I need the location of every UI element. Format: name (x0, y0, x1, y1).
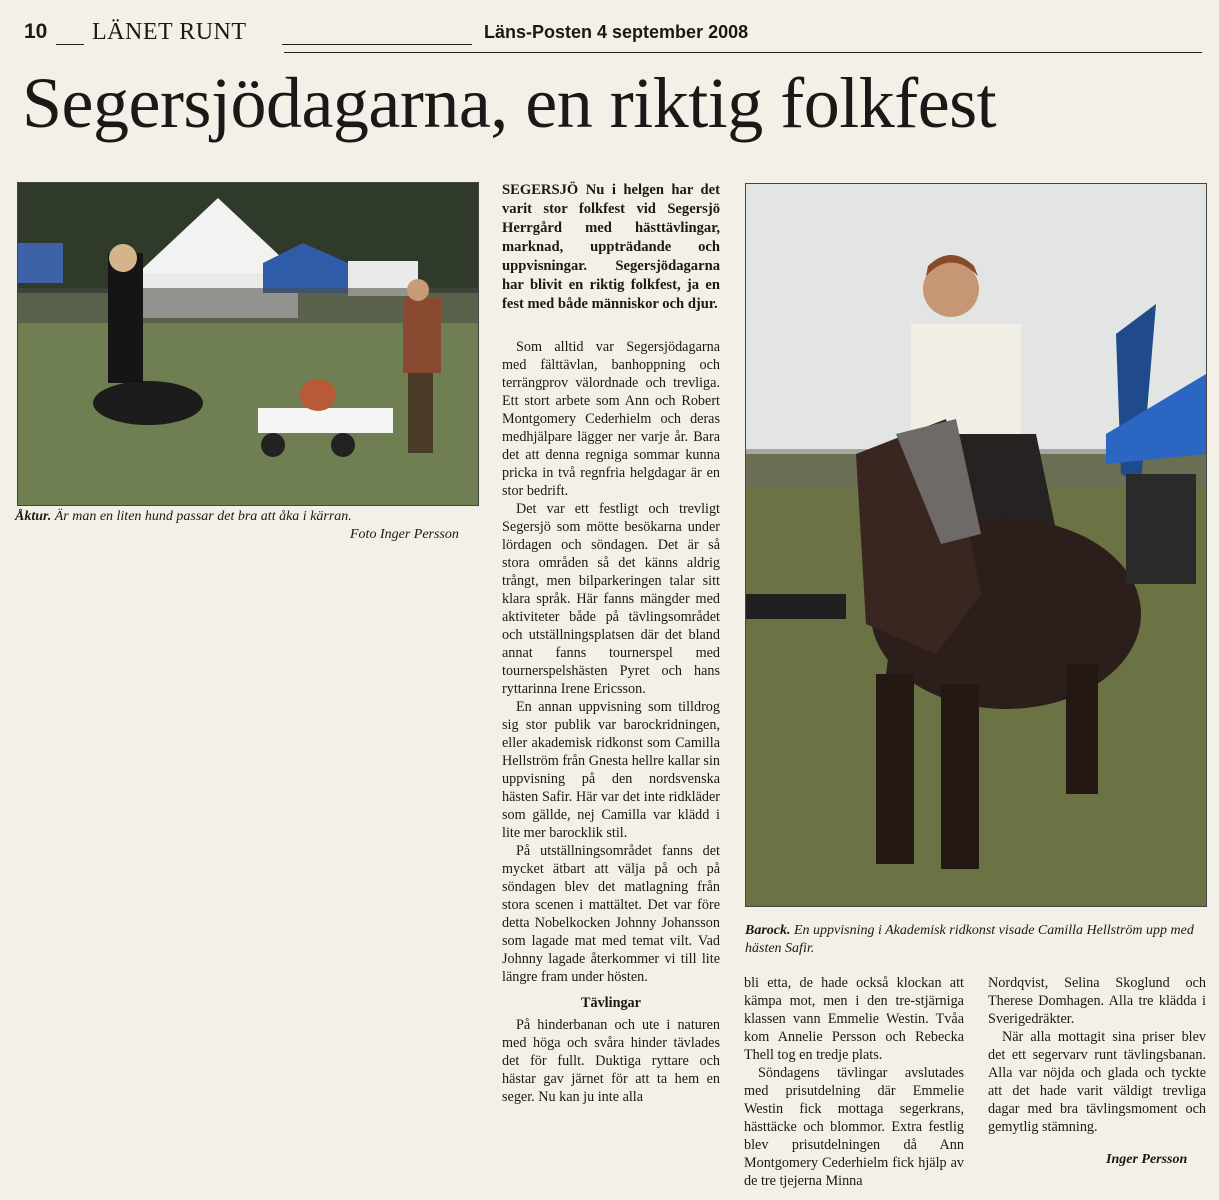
photo1-caption-label: Åktur. (15, 509, 52, 524)
article-column-2 (744, 974, 964, 1190)
article-paragraph: En annan uppvisning som tilldrog sig stor publik var barockridningen, eller akademisk ridkonst som Camilla Hellström från Gnesta hellre kallar sin uppvisning på den nordsvenska hästen Safir. Här var det inte ridkläder som gällde, nej Camilla var klädd i lite mer barocklik stil. (502, 699, 720, 841)
photo-dog-cart (17, 182, 479, 506)
photo2-caption (745, 922, 1215, 958)
article-paragraph: Nordqvist, Selina Skoglund och Therese Domhagen. Alla tre klädda i Sverigedräkter. (988, 975, 1206, 1027)
photo2-caption-text: En uppvisning i Akademisk ridkonst visade Camilla Hellström upp med hästen Safir. (745, 923, 1194, 956)
photo1-caption-text: Är man en liten hund passar det bra att åka i kärran. (51, 509, 352, 524)
article-paragraph: Det var ett festligt och trevligt Segersjö som mötte besökarna under lördagen och söndagen. Det är så stora områden så det känns aldrig trångt, men bilparkeringen talar sitt klara språk. Här fanns mängder med aktiviteter både på tävlingsområdet och utställningsplatsen där det bland annat fanns tournerspel med tournerspelshästen Pyret och hans ryttarinna Irene Ericsson. (502, 501, 720, 697)
photo1-caption (15, 508, 485, 526)
page-number: 10 (24, 20, 48, 43)
article-paragraph: På hinderbanan och ute i naturen med höga och svåra hinder tävlades det för fullt. Duktiga ryttare och hästar gav järnet för att ta hem en seger. Nu kan ju inte alla (502, 1017, 720, 1105)
article-byline: Inger Persson (1106, 1152, 1188, 1167)
section-title: LÄNET RUNT (92, 19, 247, 45)
headline: Segersjödagarna, en riktig folkfest (22, 63, 997, 143)
article-lead: SEGERSJÖ Nu i helgen har det varit stor folkfest vid Segersjö Herrgård med hästtävlingar, marknad, uppträdande och uppvisningar. Segersjödagarna har blivit en riktig folkfest, ja en fest med både människor och djur. (502, 182, 720, 312)
article-paragraph: bli etta, de hade också klockan att kämpa mot, men i den tre-stjärniga klassen vann Emmelie Westin. Tvåa kom Annelie Persson och Rebecka Thell tog en tredje plats. (744, 975, 964, 1063)
photo-horse-rider (745, 183, 1207, 907)
article-paragraph: På utställningsområdet fanns det mycket ätbart att välja på och på söndagen blev det matlagning från stora scenen i mattältet. Det var före detta Nobelkocken Johnny Johansson som lagade mat med temat vilt. Vad Johnny lagade återkommer vi till lite längre fram under hösten. (502, 843, 720, 985)
photo1-credit: Foto Inger Persson (350, 527, 459, 542)
article-paragraph: När alla mottagit sina priser blev det ett segervarv runt tävlingsbanan. Alla var nöjda och glada och tyckte att det hade varit väldigt trevliga dagar med bra tävlingsmoment och gemytlig stämning. (988, 1029, 1206, 1135)
article-paragraph: Söndagens tävlingar avslutades med prisutdelning där Emmelie Westin fick mottaga segerkrans, hästtäcke och blommor. Extra festlig blev prisutdelningen då Ann Montgomery Cederhielm fick hjälp av de tre tjejerna Minna (744, 1065, 964, 1189)
header-rule-middle (282, 44, 472, 45)
article-subhead: Tävlingar (581, 995, 641, 1011)
header-rule-right (284, 52, 1202, 53)
photo2-caption-label: Barock. (745, 923, 791, 938)
header-rule-left (56, 44, 84, 45)
article-column-3 (988, 974, 1206, 1136)
article-column-1 (502, 181, 720, 1106)
article-paragraph: Som alltid var Segersjödagarna med fälttävlan, banhoppning och terrängprov välordnade och trevliga. Ett stort arbete som Ann och Robert Montgomery Cederhielm och deras medhjälpare lägger ner varje år. Bara det att denna regniga sommar kunna pricka in två regnfria helgdagar är en stor bedrift. (502, 339, 720, 499)
publication-dateline: Läns-Posten 4 september 2008 (484, 22, 749, 42)
